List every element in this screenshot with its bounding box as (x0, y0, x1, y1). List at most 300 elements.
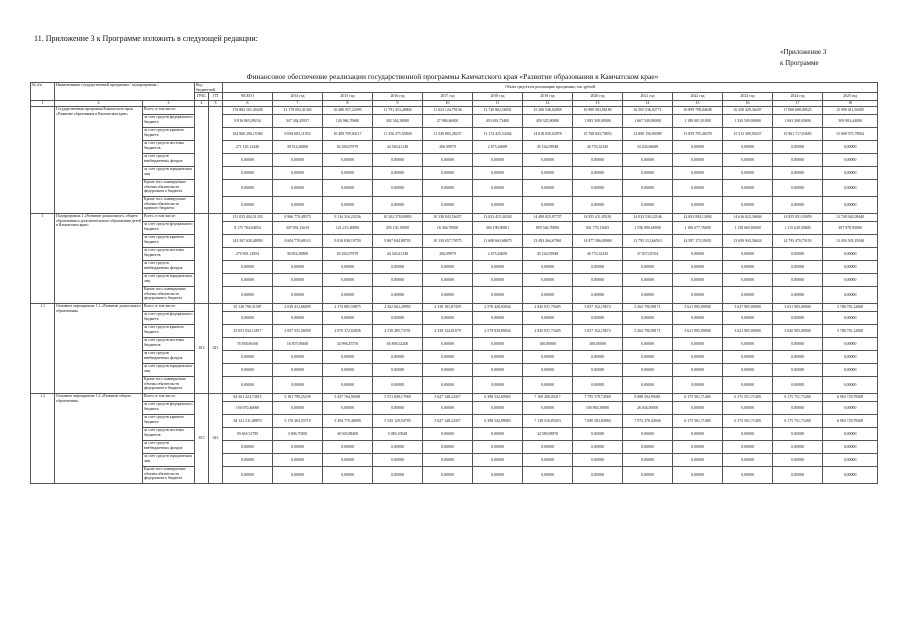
year-value: 0,00000 (423, 312, 473, 325)
year-value: 0,00000 (473, 261, 523, 274)
year-value: 0,00000 (723, 338, 773, 351)
column-number: 13 (573, 101, 623, 107)
year-value: 0,00000 (573, 364, 623, 377)
year-value: 206,09979 (423, 248, 473, 261)
year-value: 0,00000 (523, 467, 573, 484)
year-value: 0,00000 (823, 248, 878, 261)
header-grbs: ГРБС (195, 93, 209, 101)
year-value: 0,00000 (373, 441, 423, 454)
year-value: 17 060 608,08525 (773, 107, 823, 115)
year-value: 0,00000 (623, 428, 673, 441)
year-value: 287 978,93006 (823, 222, 878, 235)
year-value: 0,00000 (673, 312, 723, 325)
year-value: 0,00000 (773, 167, 823, 180)
table-row (31, 441, 878, 454)
appendix-line-1: «Приложение 3 (780, 48, 827, 56)
header-year: 2015 год (323, 93, 373, 101)
column-number: 16 (723, 101, 773, 107)
column-number: 17 (773, 101, 823, 107)
year-value: 0,00000 (273, 454, 323, 467)
year-value: 0,00000 (723, 167, 773, 180)
table-row (31, 304, 878, 312)
header-year: 2021 год (623, 93, 673, 101)
year-value: 0,00000 (573, 428, 623, 441)
total-value: 0,00000 (223, 441, 273, 454)
column-number: 3 (143, 101, 195, 107)
funding-source: за счет средств федерального бюджета (143, 222, 195, 235)
year-value: 0,00000 (823, 364, 878, 377)
year-value: 453 841,73400 (473, 115, 523, 128)
year-value: 0,00000 (723, 154, 773, 167)
year-value: 13 749 942,09440 (823, 214, 878, 222)
year-value: 34 996,47576 (323, 338, 373, 351)
year-value: 2 578 428,83944 (473, 304, 523, 312)
year-value: 0,00000 (673, 428, 723, 441)
year-value: 0,00000 (623, 351, 673, 364)
year-value: 0,00000 (523, 351, 573, 364)
grbs-code (195, 214, 209, 304)
header-row-1 (31, 83, 878, 93)
year-value: 0,00000 (673, 402, 723, 415)
column-number: 9 (373, 101, 423, 107)
year-value: 347 344,45937 (273, 115, 323, 128)
row-number (31, 107, 55, 214)
funding-source: Всего, в том числе: (143, 214, 195, 222)
year-value: 5 083,10048 (373, 428, 423, 441)
table-row (31, 261, 878, 274)
row-number: 1.1 (31, 304, 55, 394)
table-row (31, 115, 878, 128)
funding-source: за счет средств краевого бюджета (143, 325, 195, 338)
year-value: 0,00000 (373, 454, 423, 467)
year-value: 3 631 905,00000 (773, 304, 823, 312)
header-num: № п/п (31, 83, 55, 101)
year-value: 3 606,70500 (273, 428, 323, 441)
year-value: 0,00000 (673, 351, 723, 364)
year-value: 0,00000 (623, 377, 673, 394)
year-value: 10 202 578,80803 (373, 214, 423, 222)
year-value: 9 134 316,23256 (323, 214, 373, 222)
year-value: 100,00000 (523, 338, 573, 351)
year-value: 1 320 509,90000 (723, 115, 773, 128)
table-row (31, 154, 878, 167)
year-value: 83 265,07979 (323, 248, 373, 261)
funding-source: за счет средств федерального бюджета (143, 115, 195, 128)
table-row (31, 141, 878, 154)
year-value: 0,00000 (723, 351, 773, 364)
year-value: 15 512 389,90257 (723, 128, 773, 141)
funding-source: за счет средств краевого бюджета (143, 235, 195, 248)
year-value: 0,00000 (823, 167, 878, 180)
year-value: 0,00000 (723, 467, 773, 484)
year-value: 6 904 729,78200 (823, 394, 878, 402)
grbs-code: 813 (195, 304, 209, 394)
year-value: 0,00000 (523, 402, 573, 415)
year-value: 0,00000 (523, 287, 573, 304)
year-value: 3 627 905,00000 (723, 304, 773, 312)
year-value: 65 806,52200 (373, 338, 423, 351)
year-value: 3 621 905,00000 (723, 325, 773, 338)
total-value: 0,00000 (223, 180, 273, 197)
year-value: 44 540,41148 (373, 141, 423, 154)
year-value: 0,00000 (323, 441, 373, 454)
year-value: 0,00000 (773, 261, 823, 274)
year-value: 0,00000 (473, 197, 523, 214)
year-value: 0,00000 (423, 377, 473, 394)
table-row (31, 107, 878, 115)
header-year: 2019 год (523, 93, 573, 101)
year-value: 0,00000 (573, 351, 623, 364)
header-year: 2023 год (723, 93, 773, 101)
year-value: 14 977 586,00000 (573, 235, 623, 248)
year-value: 2 339 183,87459 (423, 304, 473, 312)
year-value: 10 480 957,22095 (323, 107, 373, 115)
year-value: 0,00000 (773, 180, 823, 197)
table-row (31, 222, 878, 235)
year-value: 0,00000 (673, 167, 723, 180)
funding-source: за счет средств внебюджетных фондов (143, 441, 195, 454)
year-value: 0,00000 (523, 274, 573, 287)
year-value: 16 366,70000 (423, 222, 473, 235)
year-value: 0,00000 (723, 274, 773, 287)
program-name: Основное мероприятие 1.2 «Развитие общего образования» (55, 394, 143, 484)
year-value: 0,00000 (673, 141, 723, 154)
year-value: 0,00000 (673, 197, 723, 214)
year-value: 0,00000 (523, 180, 573, 197)
year-value: 0,00000 (373, 167, 423, 180)
funding-source: Всего, в том числе: (143, 304, 195, 312)
year-value: 0,00000 (823, 274, 878, 287)
funding-source: за счет средств федерального бюджета (143, 312, 195, 325)
header-code: Код бюджетной (195, 83, 223, 93)
total-value: 35 051 932,12817 (223, 325, 273, 338)
year-value: 1 158 669,80000 (723, 222, 773, 235)
table-row (31, 338, 878, 351)
year-value: 0,00000 (823, 261, 878, 274)
year-value: 0,00000 (423, 287, 473, 304)
year-value: 0,00000 (823, 351, 878, 364)
year-value: 0,00000 (423, 154, 473, 167)
year-value: 0,00000 (273, 167, 323, 180)
column-number: 5 (209, 101, 223, 107)
year-value: 0,00000 (523, 167, 573, 180)
year-value: 0,00000 (423, 180, 473, 197)
year-value: 0,00000 (323, 454, 373, 467)
total-value: 150 070,40000 (223, 402, 273, 415)
header-year: 2022 год (673, 93, 723, 101)
year-value: 0,00000 (673, 248, 723, 261)
year-value: 0,00000 (423, 467, 473, 484)
year-value: 0,00000 (673, 441, 723, 454)
year-value: 0,00000 (423, 428, 473, 441)
year-value: 0,00000 (473, 154, 523, 167)
year-value: 0,00000 (573, 167, 623, 180)
total-value: 0,00000 (223, 261, 273, 274)
year-value: 0,00000 (473, 274, 523, 287)
year-value: 3 786 781,22800 (823, 325, 878, 338)
table-row (31, 167, 878, 180)
year-value: 0,00000 (323, 467, 373, 484)
year-value: 14 616 822,36844 (723, 214, 773, 222)
year-value: 2 845 037,79405 (523, 304, 573, 312)
total-value: 0,00000 (223, 312, 273, 325)
year-value: 0,00000 (673, 154, 723, 167)
year-value: 8 966 770,49575 (273, 214, 323, 222)
finance-table (30, 82, 878, 484)
funding-source: Кроме того планируемые объемы обязательств краевого бюджета (143, 197, 195, 214)
year-value: 2 079 372,02836 (323, 325, 373, 338)
year-value: 7 169 200,05417 (523, 394, 573, 402)
year-value: 13 795 212,66510 (623, 235, 673, 248)
column-number: 4 (195, 101, 209, 107)
year-value: 0,00000 (423, 441, 473, 454)
year-value: 9 094 683,11952 (273, 128, 323, 141)
year-value: 347 091,12619 (273, 222, 323, 235)
year-value: 0,00000 (773, 141, 823, 154)
year-value: 0,00000 (823, 312, 878, 325)
year-value: 0,00000 (773, 274, 823, 287)
year-value: 0,00000 (773, 467, 823, 484)
year-value: 7 795 578,74569 (573, 394, 623, 402)
year-value: 0,00000 (673, 338, 723, 351)
year-value: 5 627 148,22457 (423, 394, 473, 402)
year-value: 0,00000 (373, 261, 423, 274)
year-value: 16 989 563,96180 (573, 107, 623, 115)
year-value: 0,00000 (773, 338, 823, 351)
total-value: 35 128 790,31587 (223, 304, 273, 312)
year-value: 0,00000 (823, 287, 878, 304)
intro-text: 11. Приложение 3 к Программе изложить в следующей редакции: (34, 34, 258, 43)
year-value: 0,00000 (373, 274, 423, 287)
year-value: 15 306 546,02858 (523, 107, 573, 115)
year-value: 0,00000 (323, 351, 373, 364)
year-value: 0,00000 (473, 364, 523, 377)
year-value: 14 693 884,12694 (673, 214, 723, 222)
table-row (31, 197, 878, 214)
year-value: 0,00000 (573, 454, 623, 467)
year-value: 0,00000 (273, 261, 323, 274)
year-value: 3 620 905,00000 (773, 325, 823, 338)
year-value: 0,00000 (373, 364, 423, 377)
column-number: 18 (823, 101, 878, 107)
year-value: 11 791 453,28804 (373, 107, 423, 115)
year-value: 0,00000 (773, 402, 823, 415)
year-value: 0,00000 (423, 454, 473, 467)
table-row (31, 180, 878, 197)
year-value: 8 604 770,69110 (273, 235, 323, 248)
year-value: 14 818 030,02878 (523, 128, 573, 141)
year-value: 14 890 156,80589 (623, 128, 673, 141)
year-value: 0,00000 (473, 180, 523, 197)
table-title: Финансовое обеспечение реализации государственной программы Камчатского края «Развитие образования в Камчатском крае» (246, 72, 659, 81)
year-value: 0,00000 (423, 261, 473, 274)
year-value: 0,00000 (523, 377, 573, 394)
year-value: 0,00000 (473, 351, 523, 364)
year-value: 0,00000 (773, 197, 823, 214)
total-value: 8 175 764,64854 (223, 222, 273, 235)
year-value: 360 190,90801 (473, 222, 523, 235)
funding-source: за счет средств местных бюджетов (143, 248, 195, 261)
total-value: 0,00000 (223, 287, 273, 304)
year-value: 0,00000 (823, 197, 878, 214)
total-value: 8 816 865,09234 (223, 115, 273, 128)
total-value: 84 141 211,08870 (223, 415, 273, 428)
gp-code: 021 (209, 304, 223, 394)
year-value: 16 857,09400 (273, 338, 323, 351)
row-number: 1 (31, 214, 55, 304)
year-value: 0,00000 (523, 364, 573, 377)
header-volume: Объем средств на реализацию программы, тыс.рублей (223, 83, 878, 93)
total-value: 0,00000 (223, 364, 273, 377)
year-value: 3 621 905,00000 (673, 325, 723, 338)
year-value: 295 150,19000 (373, 222, 423, 235)
year-value: 11 356 475,05848 (373, 128, 423, 141)
year-value: 1 115 628,50000 (773, 222, 823, 235)
total-value: 270 901,12854 (223, 248, 273, 261)
year-value: 0,00000 (273, 402, 323, 415)
year-value: 0,00000 (823, 377, 878, 394)
funding-source: за счет средств внебюджетных фондов (143, 154, 195, 167)
year-value: 0,00000 (523, 454, 573, 467)
year-value: 6 904 729,78200 (823, 415, 878, 428)
year-value: 0,00000 (323, 312, 373, 325)
year-value: 3 057 152,19672 (573, 325, 623, 338)
year-value: 16 505 536,92771 (623, 107, 673, 115)
year-value: 0,00000 (573, 180, 623, 197)
year-value: 10 138 843,56457 (423, 214, 473, 222)
table-row (31, 454, 878, 467)
year-value: 0,00000 (723, 402, 773, 415)
table-row (31, 364, 878, 377)
funding-source: Кроме того планируемые объемы обязательств федерального бюджета (143, 180, 195, 197)
funding-source: за счет средств юридических лиц (143, 167, 195, 180)
year-value: 10 489 709,84117 (323, 128, 373, 141)
year-value: 0,00000 (473, 454, 523, 467)
year-value: 459 325,90800 (523, 115, 573, 128)
year-value: 0,00000 (523, 261, 573, 274)
year-value: 0,00000 (573, 274, 623, 287)
year-value: 0,00000 (773, 312, 823, 325)
year-value: 6 175 561,71400 (673, 394, 723, 402)
year-value: 30 854,39800 (273, 248, 323, 261)
table-row (31, 415, 878, 428)
year-value: 39 514,26800 (273, 141, 323, 154)
table-row (31, 377, 878, 394)
year-value: 859 546,70000 (523, 222, 573, 235)
year-value: 0,00000 (323, 154, 373, 167)
year-value: 0,00000 (773, 248, 823, 261)
year-value: 37 837,03764 (623, 248, 673, 261)
year-value: 0,00000 (823, 454, 878, 467)
year-value: 3 262 790,98171 (623, 325, 673, 338)
gp-code (209, 214, 223, 304)
total-value: 0,00000 (223, 467, 273, 484)
table-row (31, 128, 878, 141)
appendix-note (780, 47, 826, 69)
year-value: 0,00000 (573, 441, 623, 454)
year-value: 0,00000 (423, 274, 473, 287)
year-value: 5 545 120,94785 (373, 415, 423, 428)
year-value: 5 170 263,55719 (273, 415, 323, 428)
header-year: 2017 год (423, 93, 473, 101)
year-value: 0,00000 (773, 287, 823, 304)
year-value: 14 855 411,85181 (573, 214, 623, 222)
grbs-code: 813 (195, 394, 209, 484)
year-value: 0,00000 (473, 287, 523, 304)
year-value: 0,00000 (273, 467, 323, 484)
funding-source: за счет средств федерального бюджета (143, 402, 195, 415)
year-value: 0,00000 (673, 377, 723, 394)
funding-source: за счет средств местных бюджетов (143, 428, 195, 441)
year-value: 0,00000 (623, 312, 673, 325)
funding-source: Кроме того планируемые объемы обязательств федерального бюджета (143, 377, 195, 394)
year-value: 13 174 425,54302 (473, 128, 523, 141)
table-row (31, 351, 878, 364)
year-value: 1 667 548,80000 (623, 115, 673, 128)
year-value: 16 450 429,36207 (723, 107, 773, 115)
year-value: 3 057 152,19672 (573, 304, 623, 312)
year-value: 0,00000 (573, 154, 623, 167)
funding-source: за счет средств местных бюджетов (143, 338, 195, 351)
year-value: 5 437 764,99481 (323, 394, 373, 402)
year-value: 0,00000 (673, 261, 723, 274)
year-value: 0,00000 (623, 167, 673, 180)
year-value: 1 083 349,00000 (573, 115, 623, 128)
year-value: 6 175 751,71400 (773, 415, 823, 428)
table-row (31, 325, 878, 338)
year-value: 0,00000 (723, 441, 773, 454)
year-value: 0,00000 (723, 248, 773, 261)
total-value: 0,00000 (223, 274, 273, 287)
table-row (31, 312, 878, 325)
year-value: 0,00000 (573, 197, 623, 214)
table-row (31, 428, 878, 441)
year-value: 0,00000 (373, 312, 423, 325)
year-value: 0,00000 (273, 274, 323, 287)
column-number: 1 (31, 101, 55, 107)
year-value: 82 265,07979 (323, 141, 373, 154)
year-value: 10 159 657,79575 (423, 235, 473, 248)
year-value: 0,00000 (623, 467, 673, 484)
year-value: 121 213,30000 (323, 222, 373, 235)
header-year: 2014 год (273, 93, 323, 101)
year-value: 309 903,44000 (823, 115, 878, 128)
year-value: 0,00000 (473, 441, 523, 454)
year-value: 0,00000 (623, 454, 673, 467)
year-value: 0,00000 (273, 180, 323, 197)
year-value: 3 262 790,98171 (623, 304, 673, 312)
year-value: 2 318 495,73701 (373, 325, 423, 338)
year-value: 0,00000 (373, 154, 423, 167)
year-value: 0,00000 (323, 180, 373, 197)
year-value: 14 587 173,59451 (673, 235, 723, 248)
year-value: 34 589,08870 (523, 428, 573, 441)
year-value: 0,00000 (773, 351, 823, 364)
year-value: 0,00000 (723, 364, 773, 377)
year-value: 2 845 037,75405 (523, 325, 573, 338)
year-value: 0,00000 (673, 364, 723, 377)
year-value: 0,00000 (773, 428, 823, 441)
year-value: 0,00000 (373, 467, 423, 484)
year-value: 11 623 124,79136 (423, 107, 473, 115)
column-number: 12 (523, 101, 573, 107)
year-value: 0,00000 (623, 197, 673, 214)
year-value: 0,00000 (623, 274, 673, 287)
year-value: 5 394 770,40090 (323, 415, 373, 428)
funding-source: Кроме того планируемые объемы обязательств федерального бюджета (143, 467, 195, 484)
program-name: Подпрограмма 1 «Развитие дошкольного, общего образования и дополнительного образования детей в Камчатском крае» (55, 214, 143, 304)
year-value: 2 039 412,86009 (273, 304, 323, 312)
